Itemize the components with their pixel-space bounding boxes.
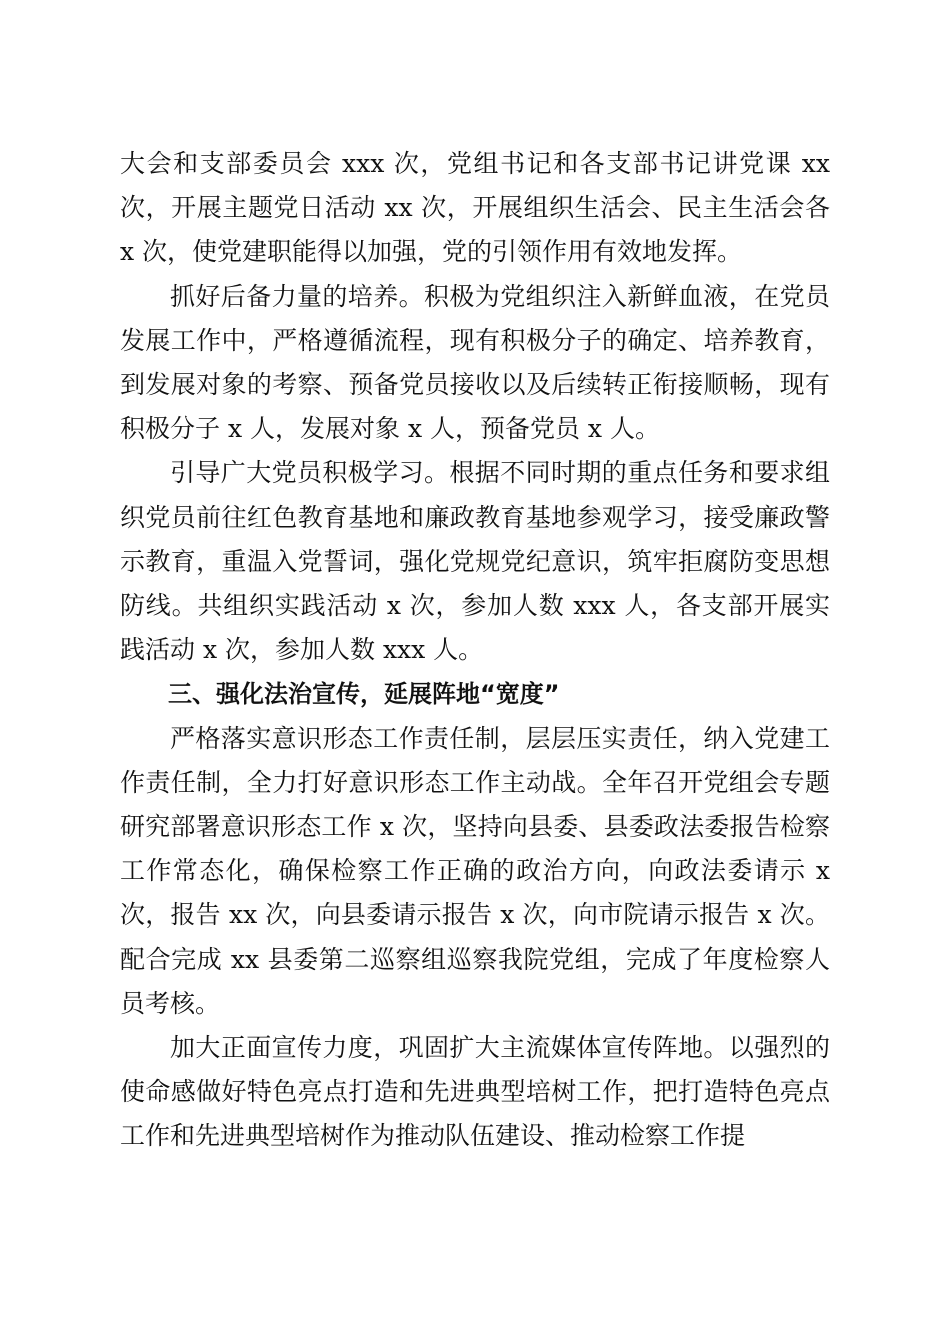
section-heading: 三、强化法治宣传，延展阵地“宽度”	[168, 680, 560, 709]
paragraph-continuation: 大会和支部委员会 xxx 次，党组书记和各支部书记讲党课 xx 次，开展主题党日活动 xx 次，开展组织生活会、民主生活会各 x 次，使党建职能得以加强，党的引领作用有效地发挥。	[120, 149, 830, 267]
document-body	[120, 142, 830, 1159]
paragraph-reserve-force: 抓好后备力量的培养。积极为党组织注入新鲜血液，在党员发展工作中，严格遵循流程，现有积极分子的确定、培养教育，到发展对象的考察、预备党员接收以及后续转正衔接顺畅，现有积极分子 x 人，发展对象 x 人，预备党员 x 人。	[120, 281, 830, 444]
paragraph-ideology-responsibility: 严格落实意识形态工作责任制，层层压实责任，纳入党建工作责任制，全力打好意识形态工作主动战。全年召开党组会专题研究部署意识形态工作 x 次，坚持向县委、县委政法委报告检察工作常态化，确保检察工作正确的政治方向，向政法委请示 x 次，报告 xx 次，向县委请示报告 x 次，向市院请示报告 x 次。配合完成 xx 县委第二巡察组巡察我院党组，完成了年度检察人员考核。	[120, 723, 830, 1018]
paragraph-member-study: 引导广大党员积极学习。根据不同时期的重点任务和要求组织党员前往红色教育基地和廉政教育基地参观学习，接受廉政警示教育，重温入党誓词，强化党规党纪意识，筑牢拒腐防变思想防线。共组织实践活动 x 次，参加人数 xxx 人，各支部开展实践活动 x 次，参加人数 xxx 人。	[120, 458, 830, 665]
paragraph-publicity: 加大正面宣传力度，巩固扩大主流媒体宣传阵地。以强烈的使命感做好特色亮点打造和先进典型培树工作，把打造特色亮点工作和先进典型培树作为推动队伍建设、推动检察工作提	[120, 1033, 830, 1151]
